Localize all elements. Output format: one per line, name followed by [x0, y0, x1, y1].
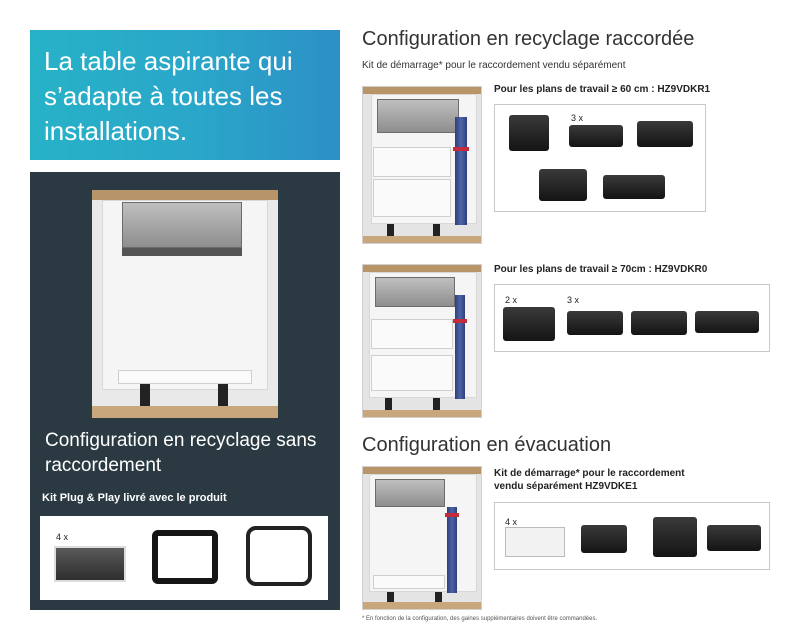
outlet-grille-image — [695, 311, 759, 333]
plinth — [118, 370, 252, 384]
leg — [387, 592, 394, 602]
hood-base — [122, 248, 242, 256]
cabinet-image — [362, 466, 482, 610]
elbow-duct-image — [509, 115, 549, 151]
leg — [435, 592, 442, 602]
flat-duct-image — [637, 121, 693, 147]
flat-duct-image — [569, 125, 623, 147]
flat-duct-image — [581, 525, 627, 553]
drawer — [371, 319, 453, 349]
plug-play-kit-box — [40, 516, 328, 600]
worktop — [363, 467, 482, 474]
flat-duct-image — [707, 525, 761, 551]
kit60-qty: 3 x — [571, 113, 584, 123]
elbow-duct-image — [653, 517, 697, 557]
filter-image — [505, 527, 565, 557]
hood-unit — [377, 99, 459, 133]
hero-title: La table aspirante qui s’adapte à toutes les installations. — [44, 46, 293, 146]
leg — [140, 384, 150, 406]
plinth — [373, 575, 445, 589]
hood-unit — [122, 202, 242, 248]
leg — [218, 384, 228, 406]
worktop — [363, 265, 482, 272]
worktop — [92, 190, 278, 200]
drawer — [373, 179, 451, 217]
duct — [455, 295, 465, 399]
worktop — [363, 87, 482, 94]
kit-evacuation-title — [494, 467, 685, 493]
duct-clamp — [445, 513, 459, 517]
floor — [363, 602, 482, 610]
kit60-parts-box — [494, 104, 706, 212]
duct — [455, 117, 467, 225]
floor — [92, 406, 278, 418]
drawer — [373, 147, 451, 177]
footnote: * En fonction de la configuration, des gaines supplémentaires doivent être commandées. — [362, 616, 598, 622]
hood-unit — [375, 277, 455, 307]
elbow-duct-image — [539, 169, 587, 201]
kit70-qty-b: 3 x — [567, 295, 580, 305]
leg — [433, 398, 440, 410]
drawer — [371, 355, 453, 391]
charcoal-filter-image — [54, 546, 126, 582]
kit60-title: Pour les plans de travail ≥ 60 cm : HZ9VDKR1 — [494, 84, 711, 95]
cabinet-image — [362, 86, 482, 244]
hood-unit — [375, 479, 445, 507]
flat-duct-image — [631, 311, 687, 335]
outlet-grille-image — [603, 175, 665, 199]
kit-qty: 4 x — [56, 532, 69, 542]
kit-evacuation-line1: Kit de démarrage* pour le raccordement — [494, 468, 685, 479]
elbow-duct-image — [503, 307, 555, 341]
left-heading: Configuration en recyclage sans raccordement — [45, 430, 317, 476]
flat-duct-image — [567, 311, 623, 335]
kit70-title: Pour les plans de travail ≥ 70cm : HZ9VDKR0 — [494, 264, 708, 275]
kit-label: Kit Plug & Play livré avec le produit — [42, 492, 227, 504]
floor — [363, 236, 482, 244]
section1-heading: Configuration en recyclage raccordée — [362, 28, 695, 50]
duct-clamp — [453, 319, 467, 323]
kit70-qty-a: 2 x — [505, 295, 518, 305]
cabinet-image — [362, 264, 482, 418]
hero-banner — [30, 30, 340, 160]
duct-clamp — [453, 147, 469, 151]
evacuation-parts-box — [494, 502, 770, 570]
leg — [387, 224, 394, 236]
recycling-without-connection-panel — [30, 172, 340, 610]
section2-heading: Configuration en évacuation — [362, 434, 612, 456]
duct — [447, 507, 457, 593]
adapter-frame-image — [152, 530, 218, 584]
seal-image — [246, 526, 312, 586]
evacuation-qty: 4 x — [505, 517, 518, 527]
leg — [385, 398, 392, 410]
leg — [433, 224, 440, 236]
kit-evacuation-line2: vendu séparément HZ9VDKE1 — [494, 481, 638, 492]
section1-subtitle: Kit de démarrage* pour le raccordement vendu séparément — [362, 60, 626, 71]
kit70-parts-box — [494, 284, 770, 352]
cabinet-image — [92, 190, 278, 418]
floor — [363, 410, 482, 418]
